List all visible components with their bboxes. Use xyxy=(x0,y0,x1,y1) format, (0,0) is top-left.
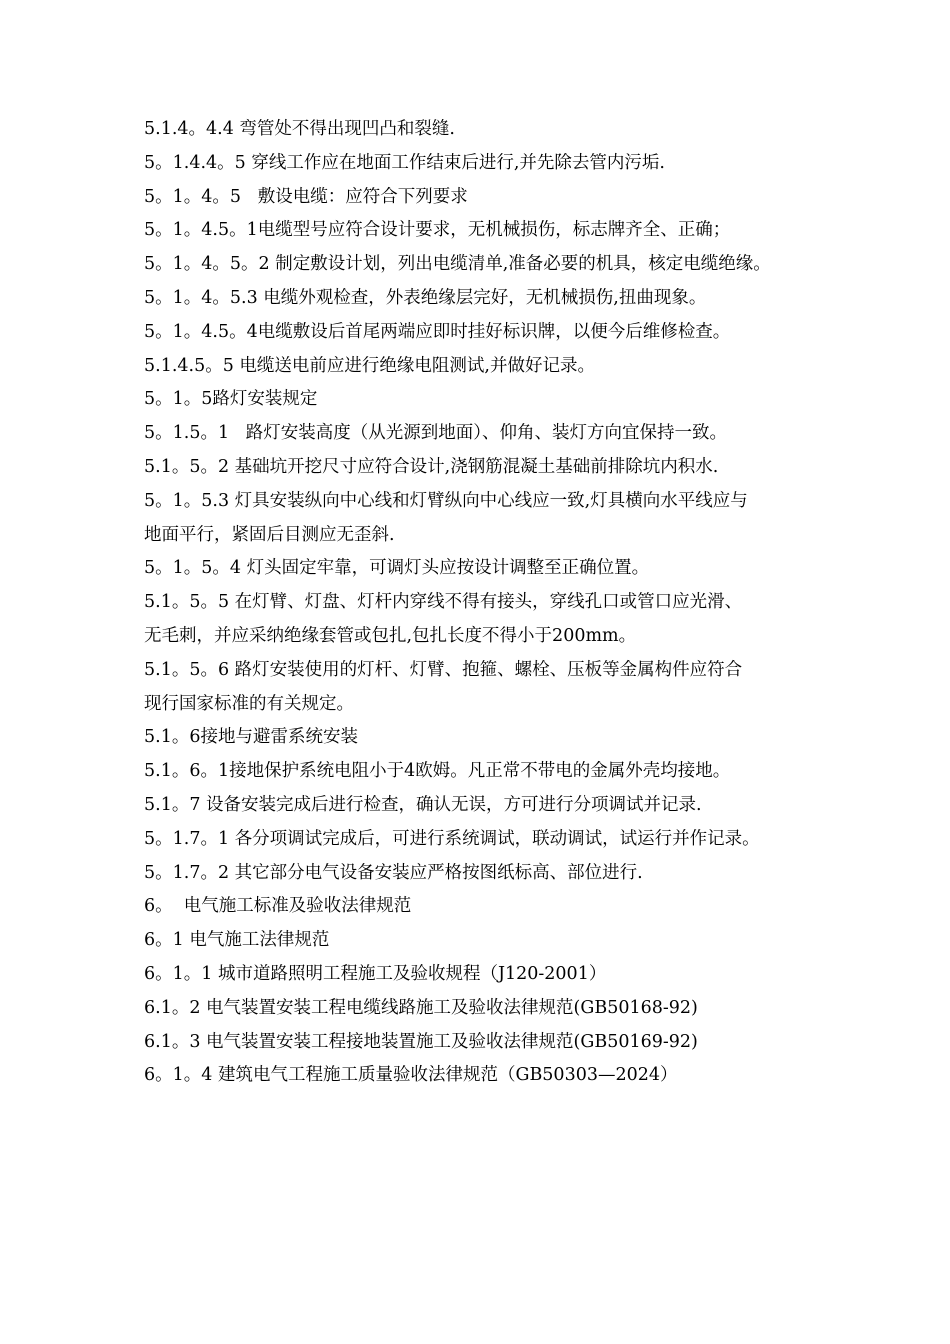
text-line: 5.1。7 设备安装完成后进行检查，确认无误，方可进行分项调试并记录. xyxy=(144,794,702,815)
text-line-continuation: 现行国家标准的有关规定。 xyxy=(144,693,354,714)
section-heading: 5.1。6接地与避雷系统安装 xyxy=(144,727,358,748)
text-line: 5。1。5。4 灯头固定牢靠，可调灯头应按设计调整至正确位置。 xyxy=(144,558,650,579)
section-heading: 5。1。5路灯安装规定 xyxy=(144,389,318,410)
document-body xyxy=(144,113,824,1093)
text-line: 5。1。5.3 灯具安装纵向中心线和灯臂纵向中心线应一致,灯具横向水平线应与 xyxy=(144,490,748,511)
section-heading: 6。1 电气施工法律规范 xyxy=(144,930,330,951)
text-line-continuation: 地面平行，紧固后目测应无歪斜. xyxy=(144,524,395,545)
text-line: 5.1。5。2 基础坑开挖尺寸应符合设计,浇钢筋混凝土基础前排除坑内积水. xyxy=(144,456,719,477)
text-line: 5.1。5。5 在灯臂、灯盘、灯杆内穿线不得有接头，穿线孔口或管口应光滑、 xyxy=(144,592,743,613)
text-line: 5。1.5。1 路灯安装高度（从光源到地面）、仰角、装灯方向宜保持一致。 xyxy=(144,423,728,444)
text-line: 5.1。5。6 路灯安装使用的灯杆、灯臂、抱箍、螺栓、压板等金属构件应符合 xyxy=(144,659,743,680)
text-line: 5。1。4。5。2 制定敷设计划，列出电缆清单,准备必要的机具，核定电缆绝缘。 xyxy=(144,254,771,275)
text-line: 6。1。4 建筑电气工程施工质量验收法律规范（GB50303—2024） xyxy=(144,1065,678,1086)
text-line: 5。1。4.5。4电缆敷设后首尾两端应即时挂好标识牌，以便今后维修检查。 xyxy=(144,321,731,342)
text-line-continuation: 无毛刺，并应采纳绝缘套管或包扎,包扎长度不得小于200mm。 xyxy=(144,625,637,646)
text-line: 5.1.4.5。5 电缆送电前应进行绝缘电阻测试,并做好记录。 xyxy=(144,355,595,376)
text-line: 6。1。1 城市道路照明工程施工及验收规程（J120-2001） xyxy=(144,963,607,984)
chapter-heading: 6。 电气施工标准及验收法律规范 xyxy=(144,896,412,917)
text-line: 5。1。4。5.3 电缆外观检查，外表绝缘层完好，无机械损伤,扭曲现象。 xyxy=(144,287,707,308)
text-line: 5。1.7。1 各分项调试完成后，可进行系统调试，联动调试，试运行并作记录。 xyxy=(144,828,760,849)
text-line: 5。1.4.4。5 穿线工作应在地面工作结束后进行,并先除去管内污垢. xyxy=(144,152,665,173)
text-line: 6.1。3 电气装置安装工程接地装置施工及验收法律规范(GB50169-92) xyxy=(144,1031,698,1052)
text-line: 5.1.4。4.4 弯管处不得出现凹凸和裂缝. xyxy=(144,119,455,139)
text-line: 5。1。4.5。1电缆型号应符合设计要求，无机械损伤，标志牌齐全、正确； xyxy=(144,220,731,241)
text-line: 5。1.7。2 其它部分电气设备安装应严格按图纸标高、部位进行. xyxy=(144,862,643,883)
text-line: 5。1。4。5 敷设电缆：应符合下列要求 xyxy=(144,186,468,207)
text-line: 5.1。6。1接地保护系统电阻小于4欧姆。凡正常不带电的金属外壳均接地。 xyxy=(144,761,731,782)
text-line: 6.1。2 电气装置安装工程电缆线路施工及验收法律规范(GB50168-92) xyxy=(144,997,698,1018)
